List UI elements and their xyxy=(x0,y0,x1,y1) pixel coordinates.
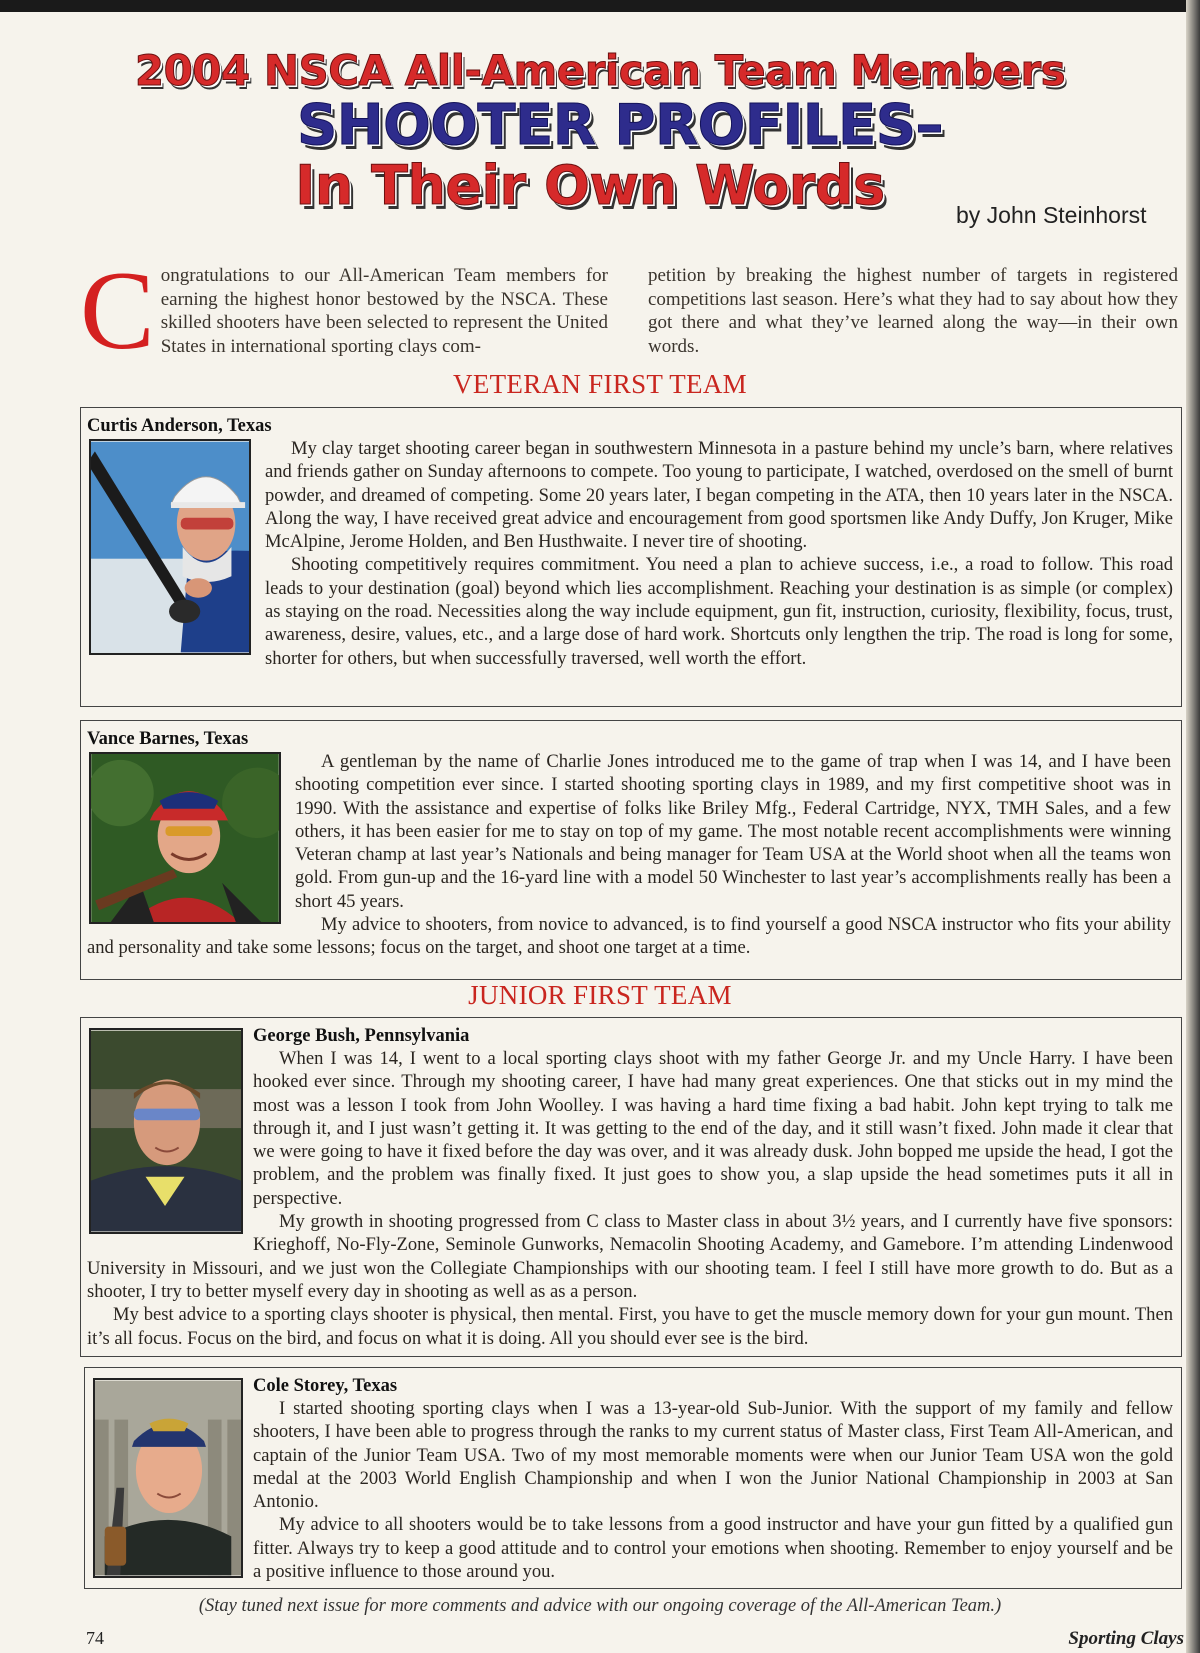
profile-paragraph: My advice to shooters, from novice to advanced, is to find yourself a good NSCA instructor who fits your ability and personality and take some lessons; focus on the target, and shoot one target at a time. xyxy=(87,914,1171,959)
page-number: 74 xyxy=(86,1628,104,1648)
profile-name: George Bush, Pennsylvania xyxy=(253,1026,470,1046)
headline-line-2: SHOOTER PROFILES– xyxy=(296,93,944,158)
profile-paragraph: A gentleman by the name of Charlie Jones introduced me to the game of trap when I was 14, and I have been shooting competition ever since. I started shooting sporting clays in 1989, and my first competitive shoot was in 1990. With the assistance and expertise of folks like Briley Mfg., Federal Cartridge, NYX, TMH Sales, and a few others, it has been easier for me to stay on top of my game. The most notable recent accomplishments were winning Veteran champ at last year’s Nationals and being manager for Team USA at the World shoot when all the teams won gold. From gun-up and the 16-yard line with a model 50 Winchester to last year’s accomplishments really has been a short 45 years. xyxy=(295,751,1171,912)
intro-column-left xyxy=(80,249,608,373)
section-title-junior: JUNIOR FIRST TEAM xyxy=(468,980,732,1010)
profile-paragraph: My clay target shooting career began in southwestern Minnesota in a pasture behind my uncle’s barn, where relatives and friends gather on Sunday afternoons to compete. Too young to participate, I watched, overdosed on the smell of burnt powder, and dreamed of competing. Some 20 years later, I began competing in the ATA, then 10 years later in the NSCA. Along the way, I have received great advice and encouragement from good sportsmen like Andy Duffy, Jon Kruger, Mike McAlpine, Jerome Holden, and Ben Husthwaite. I never tire of shooting. xyxy=(265,438,1173,553)
byline: by John Steinhorst xyxy=(956,202,1147,228)
profile-paragraph: When I was 14, I went to a local sporting clays shoot with my father George Jr. and my Uncle Harry. I have been hooked ever since. Through my shooting career, I have had many great experiences. One that sticks out in my mind the most was a lesson I took from John Woolley. I was having a hard time fixing a bad habit. John kept trying to talk me through it, and I just wasn’t getting it. It was getting to the end of the day, and it still wasn’t fixed. John made it clear that we were going to have it fixed before the day was over, and it was already dusk. John bopped me upside the head, I got the problem, and the problem was finally fixed. It just goes to show you, a slap upside the head sometimes puts it all in perspective. xyxy=(253,1048,1173,1209)
profile-card-cole-storey xyxy=(84,1367,1182,1589)
profile-paragraph: My growth in shooting progressed from C class to Master class in about 3½ years, and I currently have five sponsors: Krieghoff, No-Fly-Zone, Seminole Gunworks, Nemacolin Shooting Academy, and Gamebore. I’m attending Lindenwood University in Missouri, and we just won the Collegiate Championships with our shooting team. I feel I still have more growth to do. But as a shooter, I try to better myself every day in shooting as well as as a person. xyxy=(87,1211,1173,1302)
portrait-photo xyxy=(89,1028,243,1234)
intro-text-left: ongratulations to our All-American Team members for earning the highest honor bestowed by the NSCA. These skilled shooters have been selected to represent the United States in international sporting clays com- xyxy=(160,265,608,357)
profile-name: Vance Barnes, Texas xyxy=(87,729,249,749)
profile-paragraph: I started shooting sporting clays when I was a 13-year-old Sub-Junior. With the support of my family and fellow shooters, I have been able to progress through the ranks to my current status of Master class, First Team All-American, and captain of the Junior Team USA. Two of my most memorable moments were when our Junior Team USA won the gold medal at the 2003 World English Championship and when I won the Junior National Championship in 2003 at San Antonio. xyxy=(253,1398,1173,1513)
profile-card-george-bush xyxy=(80,1017,1182,1357)
profile-card-curtis-anderson xyxy=(80,407,1182,707)
portrait-photo xyxy=(93,1378,243,1578)
profile-name: Cole Storey, Texas xyxy=(253,1376,398,1396)
magazine-name: Sporting Clays xyxy=(1068,1628,1184,1649)
page-edge-shadow xyxy=(1186,0,1200,1653)
footer-note: (Stay tuned next issue for more comments and advice with our ongoing coverage of the All-American Team.) xyxy=(198,1596,1002,1616)
portrait-photo xyxy=(89,439,251,655)
headline-line-1: 2004 NSCA All-American Team Members xyxy=(134,46,1066,95)
top-border xyxy=(0,0,1200,12)
profile-paragraph: Shooting competitively requires commitment. You need a plan to achieve success, i.e., a road to follow. This road leads to your destination (goal) beyond which lies accomplishment. Reaching your destination is as simple (or complex) as staying on the road. Necessities along the way include equipment, gun fit, instruction, curiosity, flexibility, focus, trust, awareness, desire, values, etc., and a large dose of hard work. Shortcuts only lengthen the trip. The road is long for some, shorter for others, but when successfully traversed, well worth the effort. xyxy=(265,554,1173,669)
portrait-photo xyxy=(89,752,281,924)
profile-name: Curtis Anderson, Texas xyxy=(87,416,272,436)
intro-column-right: petition by breaking the highest number of targets in registered competitions last season. Here’s what they had to say about how they got there and what they’ve learned along the way—in their own words. xyxy=(648,265,1178,357)
profile-paragraph: My best advice to a sporting clays shooter is physical, then mental. First, you have to get the muscle memory down for your gun mount. Then it’s all focus. Focus on the bird, and focus on what it is doing. All you should ever see is the bird. xyxy=(87,1304,1173,1349)
drop-cap: C xyxy=(80,249,155,373)
section-title-veteran: VETERAN FIRST TEAM xyxy=(453,369,747,399)
headline-line-3: In Their Own Words xyxy=(295,154,885,217)
article-headline xyxy=(0,46,1200,217)
profile-card-vance-barnes xyxy=(80,720,1182,980)
profile-paragraph: My advice to all shooters would be to take lessons from a good instructor and have your gun fitted by a qualified gun fitter. Always try to keep a good attitude and to control your emotions when shooting. Remember to enjoy yourself and be a positive influence to those around you. xyxy=(253,1514,1173,1583)
